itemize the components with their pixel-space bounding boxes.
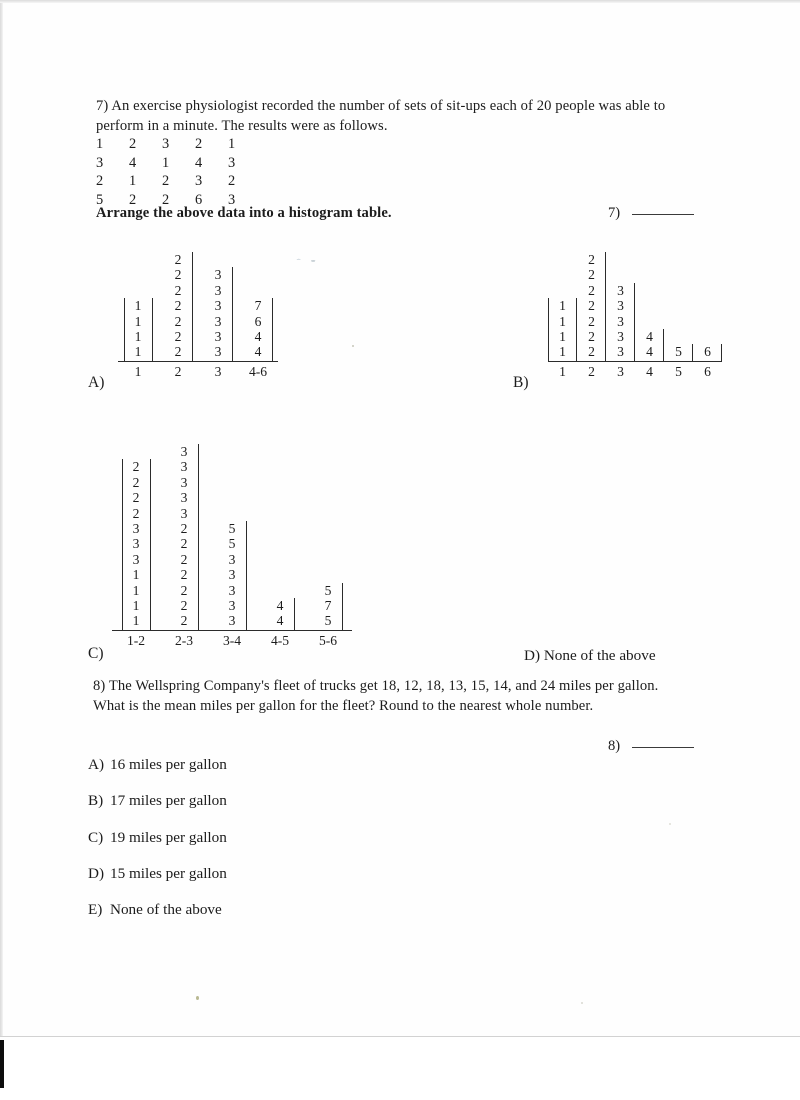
histogram-column [635, 329, 664, 380]
data-cell: 3 [228, 191, 236, 208]
option-b-histogram [548, 252, 722, 380]
histogram-axis-label: 2 [158, 361, 198, 380]
histogram-cell: 3 [214, 328, 222, 344]
histogram-cell: 3 [228, 597, 236, 613]
histogram-cell: 2 [588, 298, 595, 314]
histogram-bar-stack [130, 459, 143, 629]
histogram-column [606, 283, 635, 380]
pencil-smudge-artifact [296, 256, 318, 263]
histogram-axis-label: 2 [577, 361, 606, 380]
data-cell: 3 [162, 136, 170, 152]
data-row [96, 172, 261, 191]
histogram-column [160, 444, 208, 649]
answer-blank-line[interactable] [632, 747, 694, 748]
histogram-cell: 2 [132, 459, 140, 475]
histogram-axis-label: 4-5 [256, 630, 304, 649]
histogram-axis-label: 3 [198, 361, 238, 380]
histogram-bar-stack [172, 252, 185, 361]
histogram-cell: 3 [228, 567, 236, 583]
histogram-axis-label: 5-6 [304, 630, 352, 649]
histogram-bar-stack [701, 344, 714, 360]
question-7-data-grid [96, 135, 261, 209]
histogram-cell: 4 [646, 328, 653, 344]
histogram-cell: 1 [132, 582, 140, 598]
scan-speck [196, 996, 199, 1000]
histogram-cell: 1 [559, 328, 566, 344]
histogram-column [577, 252, 606, 380]
histogram-cell: 2 [180, 536, 188, 552]
histogram-cell: 2 [180, 613, 188, 629]
option-d-text: None of the above [543, 647, 656, 664]
histogram-cell: 4 [254, 328, 262, 344]
histogram-bar-stack [226, 521, 239, 630]
data-row [96, 154, 261, 173]
histogram-cell: 2 [174, 252, 182, 267]
histogram-column [112, 459, 160, 648]
scan-speck [352, 345, 354, 347]
histogram-cell: 3 [617, 328, 624, 344]
histogram-column [548, 298, 577, 380]
histogram-axis-label: 3-4 [208, 630, 256, 649]
data-cell: 1 [228, 136, 236, 152]
histogram-cell: 3 [132, 536, 140, 552]
histogram-axis-label: 1 [548, 361, 577, 380]
histogram-column [208, 521, 256, 649]
data-cell: 3 [195, 173, 203, 190]
histogram-cell: 3 [214, 344, 222, 360]
choice-text: 15 miles per gallon [110, 865, 227, 882]
histogram-bar-stack [274, 598, 287, 630]
histogram-cell: 2 [180, 567, 188, 583]
choice-letter: C) [88, 829, 104, 846]
histogram-cell: 5 [675, 344, 682, 360]
question-8-choice-e[interactable] [88, 901, 222, 919]
question-8-number: 8) [93, 678, 106, 694]
histogram-cell: 2 [132, 474, 140, 490]
data-cell: 2 [162, 191, 170, 208]
data-cell: 3 [228, 154, 236, 171]
option-a-letter[interactable]: A) [88, 374, 105, 391]
histogram-cell: 1 [132, 613, 140, 629]
histogram-cell: 3 [180, 474, 188, 490]
histogram-bar-stack [132, 298, 145, 361]
histogram-cell: 3 [228, 613, 236, 629]
histogram-cell: 3 [617, 282, 624, 298]
question-7-instruction: Arrange the above data into a histogram table. [96, 205, 392, 221]
question-7-answer-blank[interactable] [608, 205, 694, 222]
histogram-cell: 3 [132, 551, 140, 567]
histogram-axis-label: 4 [635, 361, 664, 380]
histogram-cell: 2 [174, 313, 182, 329]
histogram-column [118, 298, 158, 380]
question-7-stem [96, 96, 706, 136]
histogram-cell: 3 [180, 505, 188, 521]
histogram-cell: 3 [214, 313, 222, 329]
histogram-cell: 5 [228, 520, 236, 536]
histogram-bar-stack [212, 267, 225, 360]
histogram-column [664, 344, 693, 379]
histogram-cell: 3 [214, 267, 222, 283]
histogram-bar-stack [643, 329, 656, 361]
histogram-cell: 2 [132, 505, 140, 521]
histogram-cell: 2 [180, 597, 188, 613]
histogram-cell: 4 [646, 344, 653, 360]
histogram-cell: 2 [180, 520, 188, 536]
histogram-cell: 3 [214, 298, 222, 314]
data-cell: 1 [96, 136, 104, 152]
histogram-bar-stack [252, 298, 265, 361]
histogram-cell: 1 [134, 298, 142, 314]
scan-fold-line-artifact [0, 1036, 800, 1037]
histogram-cell: 5 [324, 613, 332, 629]
histogram-axis-label: 3 [606, 361, 635, 380]
scan-black-edge-artifact [0, 1040, 4, 1088]
histogram-column [198, 267, 238, 379]
histogram-bar-stack [556, 298, 569, 361]
choice-text: 17 miles per gallon [110, 792, 227, 809]
histogram-axis-label: 1 [118, 361, 158, 380]
question-8-stem-text: The Wellspring Company's fleet of trucks get 18, 12, 18, 13, 15, 14, and 24 miles per gallon. What is the mean miles per gallon for the fleet? Round to the nearest whole number. [93, 678, 659, 714]
histogram-cell: 2 [180, 582, 188, 598]
question-8-answer-blank[interactable] [608, 738, 694, 755]
histogram-cell: 2 [174, 282, 182, 298]
scan-bottom-margin [0, 1037, 800, 1100]
question-8-blank-number: 8) [608, 738, 621, 754]
histogram-axis-label: 6 [693, 361, 722, 380]
question-8-choice-a[interactable] [88, 756, 227, 774]
histogram-cell: 3 [180, 490, 188, 506]
histogram-cell: 1 [132, 597, 140, 613]
histogram-cell: 2 [174, 328, 182, 344]
histogram-cell: 2 [174, 344, 182, 360]
histogram-cell: 2 [174, 298, 182, 314]
scan-speck [581, 1002, 583, 1004]
scan-left-edge-artifact [0, 0, 3, 1036]
histogram-cell: 2 [588, 344, 595, 360]
histogram-cell: 2 [588, 267, 595, 283]
histogram-cell: 3 [214, 282, 222, 298]
histogram-bar-stack [322, 583, 335, 630]
histogram-cell: 2 [180, 551, 188, 567]
histogram-cell: 4 [254, 344, 262, 360]
histogram-column [256, 598, 304, 649]
data-cell: 1 [162, 154, 170, 171]
histogram-cell: 3 [617, 344, 624, 360]
histogram-cell: 3 [617, 298, 624, 314]
choice-letter: D) [88, 865, 105, 882]
histogram-cell: 7 [254, 298, 262, 314]
data-cell: 2 [96, 173, 104, 190]
histogram-cell: 3 [228, 551, 236, 567]
question-8-choice-d[interactable] [88, 865, 227, 883]
histogram-cell: 2 [132, 490, 140, 506]
data-cell: 2 [195, 136, 203, 152]
histogram-cell: 3 [132, 520, 140, 536]
scan-top-edge-artifact [0, 0, 800, 3]
histogram-cell: 1 [559, 313, 566, 329]
histogram-cell: 2 [588, 282, 595, 298]
histogram-cell: 2 [174, 267, 182, 283]
histogram-column [693, 344, 722, 379]
histogram-axis-label: 5 [664, 361, 693, 380]
histogram-cell: 2 [588, 313, 595, 329]
question-8-stem [93, 676, 693, 716]
question-7-stem-text: An exercise physiologist recorded the number of sets of sit-ups each of 20 people was able to perform in a minute. The results were as follows. [96, 98, 666, 134]
option-d-letter: D) [524, 647, 541, 664]
histogram-bar-stack [178, 444, 191, 630]
question-8-choice-c[interactable] [88, 829, 227, 847]
histogram-cell: 1 [559, 298, 566, 314]
choice-letter: E) [88, 901, 103, 918]
question-7-number: 7) [96, 98, 109, 114]
histogram-cell: 7 [324, 597, 332, 613]
histogram-cell: 1 [132, 567, 140, 583]
histogram-bar-stack [672, 344, 685, 360]
data-cell: 4 [195, 154, 203, 171]
data-cell: 1 [129, 173, 137, 190]
data-cell: 5 [96, 191, 104, 208]
histogram-column [238, 298, 278, 380]
answer-blank-line[interactable] [632, 214, 694, 215]
question-8-choice-b[interactable] [88, 792, 227, 810]
histogram-cell: 5 [324, 582, 332, 598]
histogram-cell: 1 [134, 328, 142, 344]
histogram-bar-stack [585, 252, 598, 361]
histogram-cell: 2 [588, 252, 595, 267]
data-cell: 6 [195, 191, 203, 208]
histogram-cell: 6 [704, 344, 711, 360]
histogram-column [304, 583, 352, 649]
data-cell: 2 [228, 173, 236, 190]
data-cell: 2 [162, 173, 170, 190]
data-cell: 4 [129, 154, 137, 171]
histogram-cell: 3 [617, 313, 624, 329]
choice-letter: B) [88, 792, 104, 809]
scan-speck [669, 823, 671, 825]
histogram-cell: 1 [134, 344, 142, 360]
question-7-blank-number: 7) [608, 205, 621, 221]
data-cell: 2 [129, 136, 137, 152]
option-a-histogram [118, 252, 278, 380]
histogram-cell: 4 [276, 597, 284, 613]
histogram-axis-label: 1-2 [112, 630, 160, 649]
histogram-cell: 5 [228, 536, 236, 552]
histogram-cell: 3 [180, 444, 188, 459]
choice-text: None of the above [110, 901, 222, 918]
choice-text: 19 miles per gallon [110, 829, 227, 846]
histogram-cell: 6 [254, 313, 262, 329]
histogram-cell: 4 [276, 613, 284, 629]
option-b-letter[interactable]: B) [513, 374, 529, 391]
histogram-cell: 3 [228, 582, 236, 598]
option-d-choice[interactable] [524, 647, 656, 665]
histogram-axis-label: 4-6 [238, 361, 278, 380]
histogram-axis-label: 2-3 [160, 630, 208, 649]
histogram-cell: 3 [180, 459, 188, 475]
option-c-letter[interactable]: C) [88, 645, 104, 662]
histogram-column [158, 252, 198, 380]
data-cell: 2 [129, 191, 137, 208]
histogram-cell: 1 [134, 313, 142, 329]
histogram-bar-stack [614, 283, 627, 361]
choice-text: 16 miles per gallon [110, 756, 227, 773]
histogram-cell: 1 [559, 344, 566, 360]
choice-letter: A) [88, 756, 105, 773]
histogram-cell: 2 [588, 328, 595, 344]
data-cell: 3 [96, 154, 104, 171]
data-row [96, 135, 261, 154]
option-c-histogram [112, 444, 352, 649]
